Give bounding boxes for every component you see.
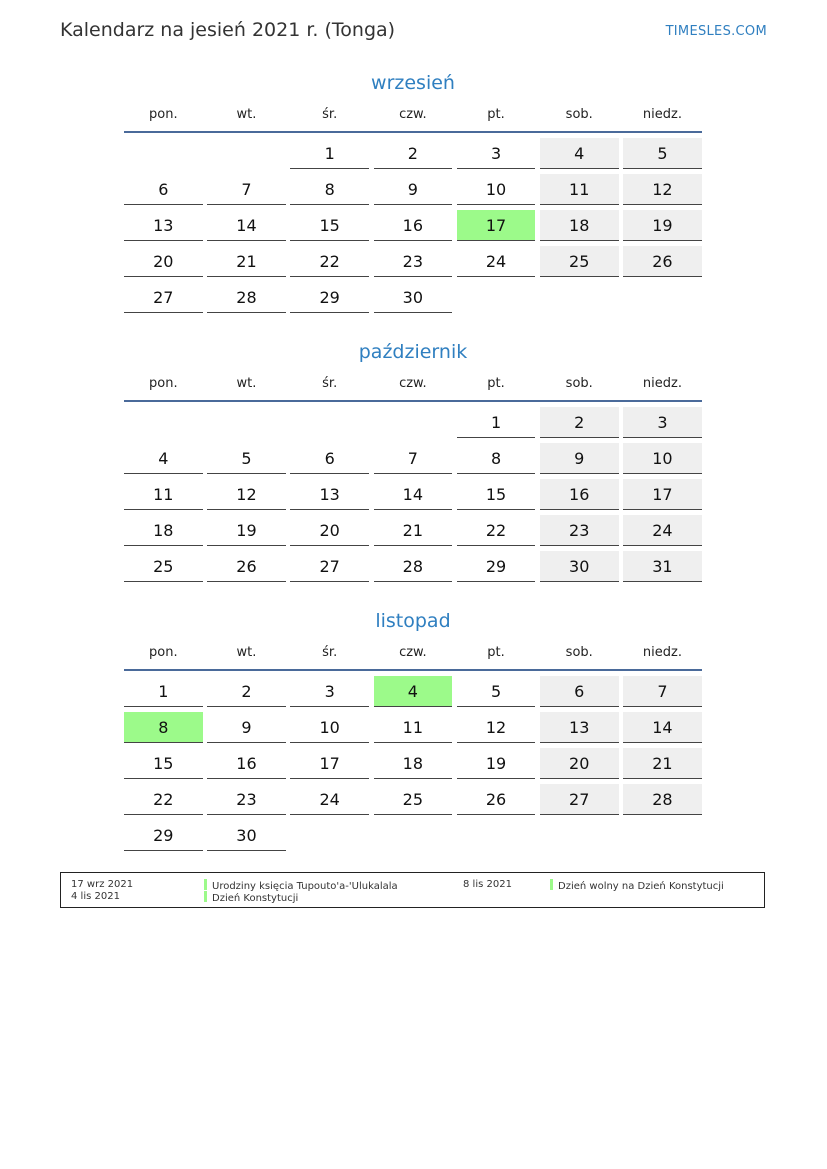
- day-cell: 21: [207, 246, 286, 277]
- empty-cell: [290, 820, 369, 851]
- empty-cell: [290, 407, 369, 438]
- day-cell: 17: [290, 748, 369, 779]
- day-cell: 6: [540, 676, 619, 707]
- day-cell: 29: [124, 820, 203, 851]
- legend-date: 17 wrz 2021: [71, 879, 134, 890]
- day-cell: 16: [540, 479, 619, 510]
- day-cell: 19: [207, 515, 286, 546]
- week-row: [124, 246, 702, 282]
- day-cell: 17: [623, 479, 702, 510]
- day-cell: 7: [623, 676, 702, 707]
- month-block: [124, 606, 702, 856]
- day-cell: 3: [623, 407, 702, 438]
- holiday-marker: [204, 891, 207, 902]
- day-cell: 30: [374, 282, 453, 313]
- day-cell: 23: [540, 515, 619, 546]
- empty-cell: [124, 138, 203, 169]
- weekday-label: wt.: [236, 644, 257, 660]
- day-cell: 23: [207, 784, 286, 815]
- day-cell: 11: [374, 712, 453, 743]
- day-cell: 12: [457, 712, 536, 743]
- day-cell: 11: [124, 479, 203, 510]
- empty-cell: [374, 407, 453, 438]
- day-cell: 20: [540, 748, 619, 779]
- site-logo[interactable]: TIMESLES.COM: [665, 24, 767, 39]
- week-row: [124, 282, 702, 318]
- week-row: [124, 138, 702, 174]
- weekday-label: pon.: [149, 375, 178, 391]
- day-cell: 28: [623, 784, 702, 815]
- month-block: [124, 68, 702, 318]
- legend-date: 8 lis 2021: [463, 879, 512, 890]
- day-cell: 26: [623, 246, 702, 277]
- weekday-label: sob.: [565, 644, 593, 660]
- day-cell: 8: [124, 712, 203, 743]
- day-cell: 12: [207, 479, 286, 510]
- day-cell: 28: [374, 551, 453, 582]
- empty-cell: [623, 820, 702, 851]
- day-cell: 16: [374, 210, 453, 241]
- week-row: [124, 515, 702, 551]
- day-cell: 27: [124, 282, 203, 313]
- day-cell: 22: [290, 246, 369, 277]
- empty-cell: [374, 820, 453, 851]
- weekday-label: pt.: [487, 106, 505, 122]
- month-block: [124, 337, 702, 587]
- day-cell: 8: [457, 443, 536, 474]
- day-cell: 9: [540, 443, 619, 474]
- holiday-marker: [204, 879, 207, 890]
- day-cell: 26: [457, 784, 536, 815]
- weekday-label: sob.: [565, 375, 593, 391]
- header-divider: [124, 400, 702, 402]
- day-cell: 15: [290, 210, 369, 241]
- legend-item: [204, 891, 298, 905]
- day-cell: 10: [457, 174, 536, 205]
- day-cell: 30: [207, 820, 286, 851]
- week-row: [124, 784, 702, 820]
- week-row: [124, 479, 702, 515]
- day-cell: 22: [124, 784, 203, 815]
- weekday-label: czw.: [399, 106, 427, 122]
- day-cell: 9: [207, 712, 286, 743]
- day-cell: 20: [124, 246, 203, 277]
- day-cell: 2: [207, 676, 286, 707]
- empty-cell: [457, 820, 536, 851]
- weekday-label: pt.: [487, 644, 505, 660]
- week-row: [124, 174, 702, 210]
- day-cell: 19: [457, 748, 536, 779]
- day-cell: 11: [540, 174, 619, 205]
- header-divider: [124, 131, 702, 133]
- day-cell: 14: [207, 210, 286, 241]
- day-cell: 29: [290, 282, 369, 313]
- day-cell: 6: [124, 174, 203, 205]
- weekday-header-row: [124, 370, 702, 396]
- header-divider: [124, 669, 702, 671]
- day-cell: 9: [374, 174, 453, 205]
- day-cell: 4: [124, 443, 203, 474]
- day-cell: 18: [540, 210, 619, 241]
- day-cell: 17: [457, 210, 536, 241]
- day-cell: 15: [124, 748, 203, 779]
- weekday-label: czw.: [399, 375, 427, 391]
- day-cell: 30: [540, 551, 619, 582]
- week-row: [124, 676, 702, 712]
- day-cell: 26: [207, 551, 286, 582]
- empty-cell: [540, 282, 619, 313]
- day-cell: 22: [457, 515, 536, 546]
- day-cell: 15: [457, 479, 536, 510]
- holiday-marker: [550, 879, 553, 890]
- day-cell: 24: [623, 515, 702, 546]
- day-cell: 3: [457, 138, 536, 169]
- week-row: [124, 712, 702, 748]
- day-cell: 25: [374, 784, 453, 815]
- weekday-header-row: [124, 101, 702, 127]
- legend-holiday-name: Dzień Konstytucji: [212, 893, 299, 904]
- empty-cell: [540, 820, 619, 851]
- day-cell: 5: [457, 676, 536, 707]
- week-row: [124, 210, 702, 246]
- weekday-label: wt.: [236, 106, 257, 122]
- day-cell: 7: [374, 443, 453, 474]
- day-cell: 10: [623, 443, 702, 474]
- day-cell: 18: [374, 748, 453, 779]
- week-row: [124, 407, 702, 443]
- empty-cell: [623, 282, 702, 313]
- weekday-header-row: [124, 639, 702, 665]
- day-cell: 25: [124, 551, 203, 582]
- day-cell: 12: [623, 174, 702, 205]
- weekday-label: śr.: [322, 106, 338, 122]
- weekday-label: pon.: [149, 644, 178, 660]
- day-cell: 31: [623, 551, 702, 582]
- day-cell: 27: [540, 784, 619, 815]
- day-cell: 16: [207, 748, 286, 779]
- day-cell: 3: [290, 676, 369, 707]
- weekday-label: czw.: [399, 644, 427, 660]
- weekday-label: niedz.: [642, 375, 682, 391]
- weekday-label: niedz.: [642, 644, 682, 660]
- day-cell: 28: [207, 282, 286, 313]
- empty-cell: [124, 407, 203, 438]
- day-cell: 2: [540, 407, 619, 438]
- day-cell: 1: [124, 676, 203, 707]
- month-title: wrzesień: [371, 72, 455, 94]
- day-cell: 21: [623, 748, 702, 779]
- day-cell: 1: [457, 407, 536, 438]
- day-cell: 23: [374, 246, 453, 277]
- month-title: październik: [358, 341, 468, 363]
- day-cell: 7: [207, 174, 286, 205]
- week-row: [124, 551, 702, 587]
- legend-item: [550, 879, 724, 893]
- legend-holiday-name: Dzień wolny na Dzień Konstytucji: [558, 881, 724, 892]
- weekday-label: pon.: [149, 106, 178, 122]
- day-cell: 14: [374, 479, 453, 510]
- day-cell: 29: [457, 551, 536, 582]
- empty-cell: [207, 407, 286, 438]
- day-cell: 25: [540, 246, 619, 277]
- week-row: [124, 443, 702, 479]
- day-cell: 8: [290, 174, 369, 205]
- day-cell: 24: [457, 246, 536, 277]
- day-cell: 13: [540, 712, 619, 743]
- empty-cell: [207, 138, 286, 169]
- day-cell: 14: [623, 712, 702, 743]
- day-cell: 19: [623, 210, 702, 241]
- weekday-label: wt.: [236, 375, 257, 391]
- legend-date: 4 lis 2021: [71, 891, 120, 902]
- weekday-label: pt.: [487, 375, 505, 391]
- month-title: listopad: [375, 610, 451, 632]
- day-cell: 5: [207, 443, 286, 474]
- day-cell: 13: [124, 210, 203, 241]
- day-cell: 10: [290, 712, 369, 743]
- empty-cell: [457, 282, 536, 313]
- day-cell: 6: [290, 443, 369, 474]
- legend-holiday-name: Urodziny księcia Tupouto'a-'Ulukalala: [212, 881, 398, 892]
- week-row: [124, 748, 702, 784]
- day-cell: 4: [540, 138, 619, 169]
- page-title: Kalendarz na jesień 2021 r. (Tonga): [60, 19, 396, 41]
- weekday-label: niedz.: [642, 106, 682, 122]
- day-cell: 1: [290, 138, 369, 169]
- day-cell: 18: [124, 515, 203, 546]
- day-cell: 24: [290, 784, 369, 815]
- weekday-label: śr.: [322, 644, 338, 660]
- holiday-legend: [60, 872, 765, 908]
- day-cell: 27: [290, 551, 369, 582]
- day-cell: 4: [374, 676, 453, 707]
- weekday-label: sob.: [565, 106, 593, 122]
- day-cell: 13: [290, 479, 369, 510]
- day-cell: 5: [623, 138, 702, 169]
- day-cell: 21: [374, 515, 453, 546]
- weekday-label: śr.: [322, 375, 338, 391]
- day-cell: 2: [374, 138, 453, 169]
- day-cell: 20: [290, 515, 369, 546]
- week-row: [124, 820, 702, 856]
